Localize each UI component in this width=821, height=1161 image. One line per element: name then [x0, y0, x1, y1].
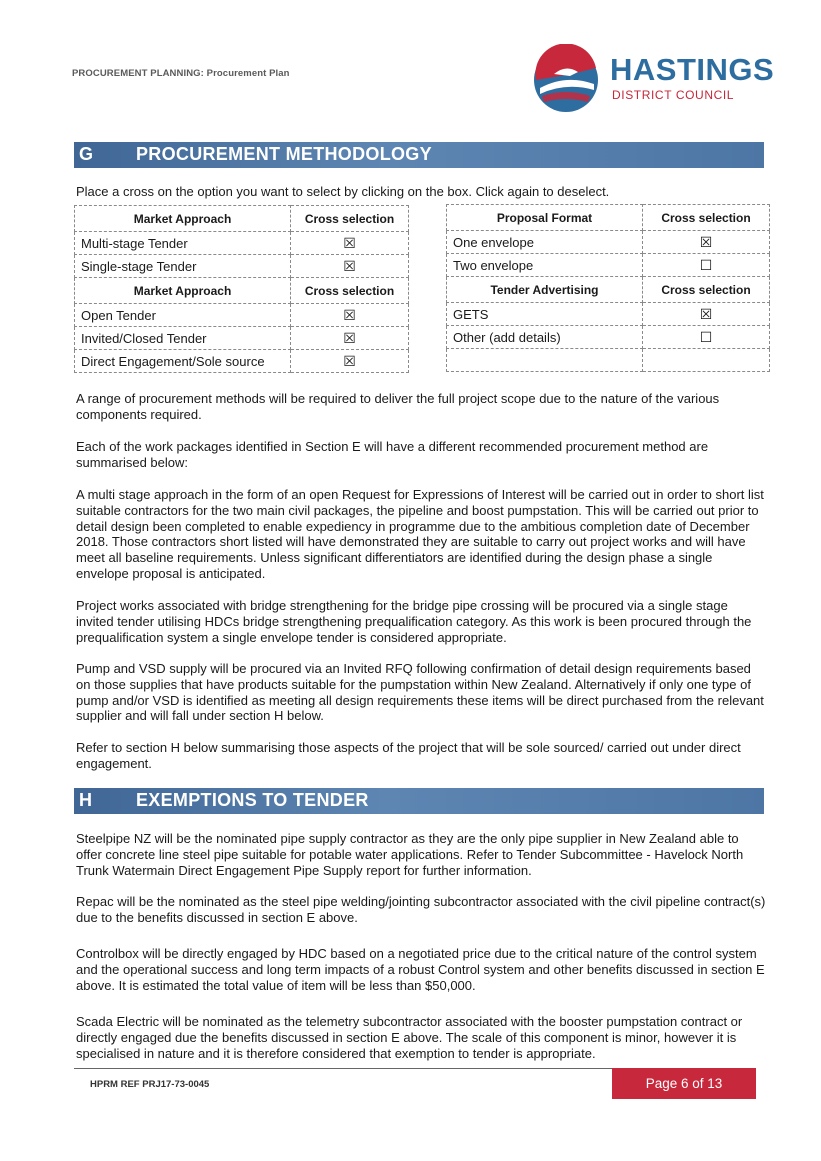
- option-label: Multi-stage Tender: [75, 232, 291, 255]
- logo-name: HASTINGS: [610, 52, 775, 87]
- cross-selection-header: Cross selection: [291, 278, 409, 304]
- hastings-emblem-icon: [532, 44, 604, 116]
- other-details-checkbox[interactable]: ☐: [643, 326, 770, 349]
- single-stage-checkbox[interactable]: ☒: [291, 255, 409, 278]
- logo-subtitle: DISTRICT COUNCIL: [612, 88, 735, 102]
- table-row: [75, 304, 409, 327]
- footer-reference: HPRM REF PRJ17-73-0045: [90, 1079, 210, 1090]
- market-approach-table: [74, 205, 409, 373]
- paragraph: Scada Electric will be nominated as the telemetry subcontractor associated with the booster pumpstation contract or directly engaged due the benefits discussed in section E above. The scale of this component is minor, however it is specialised in nature and it is therefore considered that exemption to tender is appropriate.: [76, 1014, 743, 1061]
- open-tender-checkbox[interactable]: ☒: [291, 304, 409, 327]
- option-label: Single-stage Tender: [75, 255, 291, 278]
- section-h-letter: H: [79, 790, 92, 810]
- table-row: [447, 303, 770, 326]
- option-label: Other (add details): [447, 326, 643, 349]
- option-label: Open Tender: [75, 304, 291, 327]
- option-label: Invited/Closed Tender: [75, 327, 291, 350]
- paragraph: Pump and VSD supply will be procured via an Invited RFQ following confirmation of detail design requirements based on those supplies that have products suitable for the pumpstation within New Zealand. Alternatively if only one type of pump and/or VSD is identified as meeting all design requirements these items will be direct purchased from the relevant supplier and will fall under section H below.: [76, 661, 764, 724]
- two-envelope-checkbox[interactable]: ☐: [643, 254, 770, 277]
- paragraph: Each of the work packages identified in Section E will have a different recommended procurement method are summarised below:: [76, 439, 709, 470]
- proposal-format-header: Proposal Format: [447, 205, 643, 231]
- cross-selection-header: Cross selection: [643, 205, 770, 231]
- paragraph: A range of procurement methods will be required to deliver the full project scope due to the nature of the various components required.: [76, 391, 720, 422]
- option-label: GETS: [447, 303, 643, 326]
- table-row: [447, 231, 770, 254]
- paragraph: Repac will be the nominated as the steel pipe welding/jointing subcontractor associated with the civil pipeline contract(s) due to the benefits discussed in section E above.: [76, 894, 766, 925]
- section-h-title: EXEMPTIONS TO TENDER: [136, 790, 369, 810]
- paragraph: A multi stage approach in the form of an open Request for Expressions of Interest will be carried out in order to short list suitable contractors for the two main civil packages, the pipeline and boost pumpstation. This will be carried out prior to detail design been completed to enable expediency in programme due to the ambitious completion date of December 2018. Those contractors short listed will have demonstrated they are suitable to carry out project works and will have meet all baseline requirements. Unless significant differentiators are identified during the design phase a single envelope proposal is anticipated.: [76, 487, 764, 581]
- table-header-row: [75, 278, 409, 304]
- proposal-format-table: [446, 204, 770, 372]
- selection-instructions: Place a cross on the option you want to select by clicking on the box. Click again to deselect.: [76, 184, 610, 199]
- table-header-row: [447, 277, 770, 303]
- option-label: Two envelope: [447, 254, 643, 277]
- option-label: Direct Engagement/Sole source: [75, 350, 291, 373]
- table-row: [75, 255, 409, 278]
- market-approach-header: Market Approach: [75, 206, 291, 232]
- table-row: [447, 254, 770, 277]
- section-h-bar: [74, 788, 764, 814]
- table-header-row: [447, 205, 770, 231]
- table-row: [447, 326, 770, 349]
- table-row: [75, 327, 409, 350]
- direct-engagement-checkbox[interactable]: ☒: [291, 350, 409, 373]
- cross-selection-header: Cross selection: [643, 277, 770, 303]
- invited-tender-checkbox[interactable]: ☒: [291, 327, 409, 350]
- multi-stage-checkbox[interactable]: ☒: [291, 232, 409, 255]
- paragraph: Project works associated with bridge strengthening for the bridge pipe crossing will be procured via a single stage invited tender utilising HDCs bridge strengthening prequalification category. As this work is been procured through the prequalification system a single envelope tender is considered appropriate.: [76, 598, 752, 645]
- section-g-title: PROCUREMENT METHODOLOGY: [136, 144, 432, 164]
- gets-checkbox[interactable]: ☒: [643, 303, 770, 326]
- table-row: [75, 232, 409, 255]
- hastings-logo: [532, 44, 775, 118]
- table-header-row: [75, 206, 409, 232]
- paragraph: Controlbox will be directly engaged by HDC based on a negotiated price due to the critical nature of the control system and the operational success and long term impacts of a robust Control system and other benefits discussed in section E above. It is estimated the total value of item will be less than $50,000.: [76, 946, 765, 993]
- page-number: Page 6 of 13: [612, 1068, 756, 1099]
- option-label: [447, 349, 643, 372]
- section-g-letter: G: [79, 144, 94, 164]
- option-label: One envelope: [447, 231, 643, 254]
- tender-advertising-header: Tender Advertising: [447, 277, 643, 303]
- market-approach-header: Market Approach: [75, 278, 291, 304]
- section-g-bar: [74, 142, 764, 168]
- one-envelope-checkbox[interactable]: ☒: [643, 231, 770, 254]
- cross-selection-header: Cross selection: [291, 206, 409, 232]
- blank-selection-cell: [643, 349, 770, 372]
- document-header-label: PROCUREMENT PLANNING: Procurement Plan: [72, 68, 290, 79]
- table-row: [75, 350, 409, 373]
- table-row: [447, 349, 770, 372]
- paragraph: Steelpipe NZ will be the nominated pipe supply contractor as they are the only pipe supplier in New Zealand able to offer concrete line steel pipe suitable for potable water applications. Refer to Tender Subcommittee - Havelock North Trunk Watermain Direct Engagement Pipe Supply report for further information.: [76, 831, 744, 878]
- paragraph: Refer to section H below summarising those aspects of the project that will be sole sourced/ carried out under direct engagement.: [76, 740, 741, 771]
